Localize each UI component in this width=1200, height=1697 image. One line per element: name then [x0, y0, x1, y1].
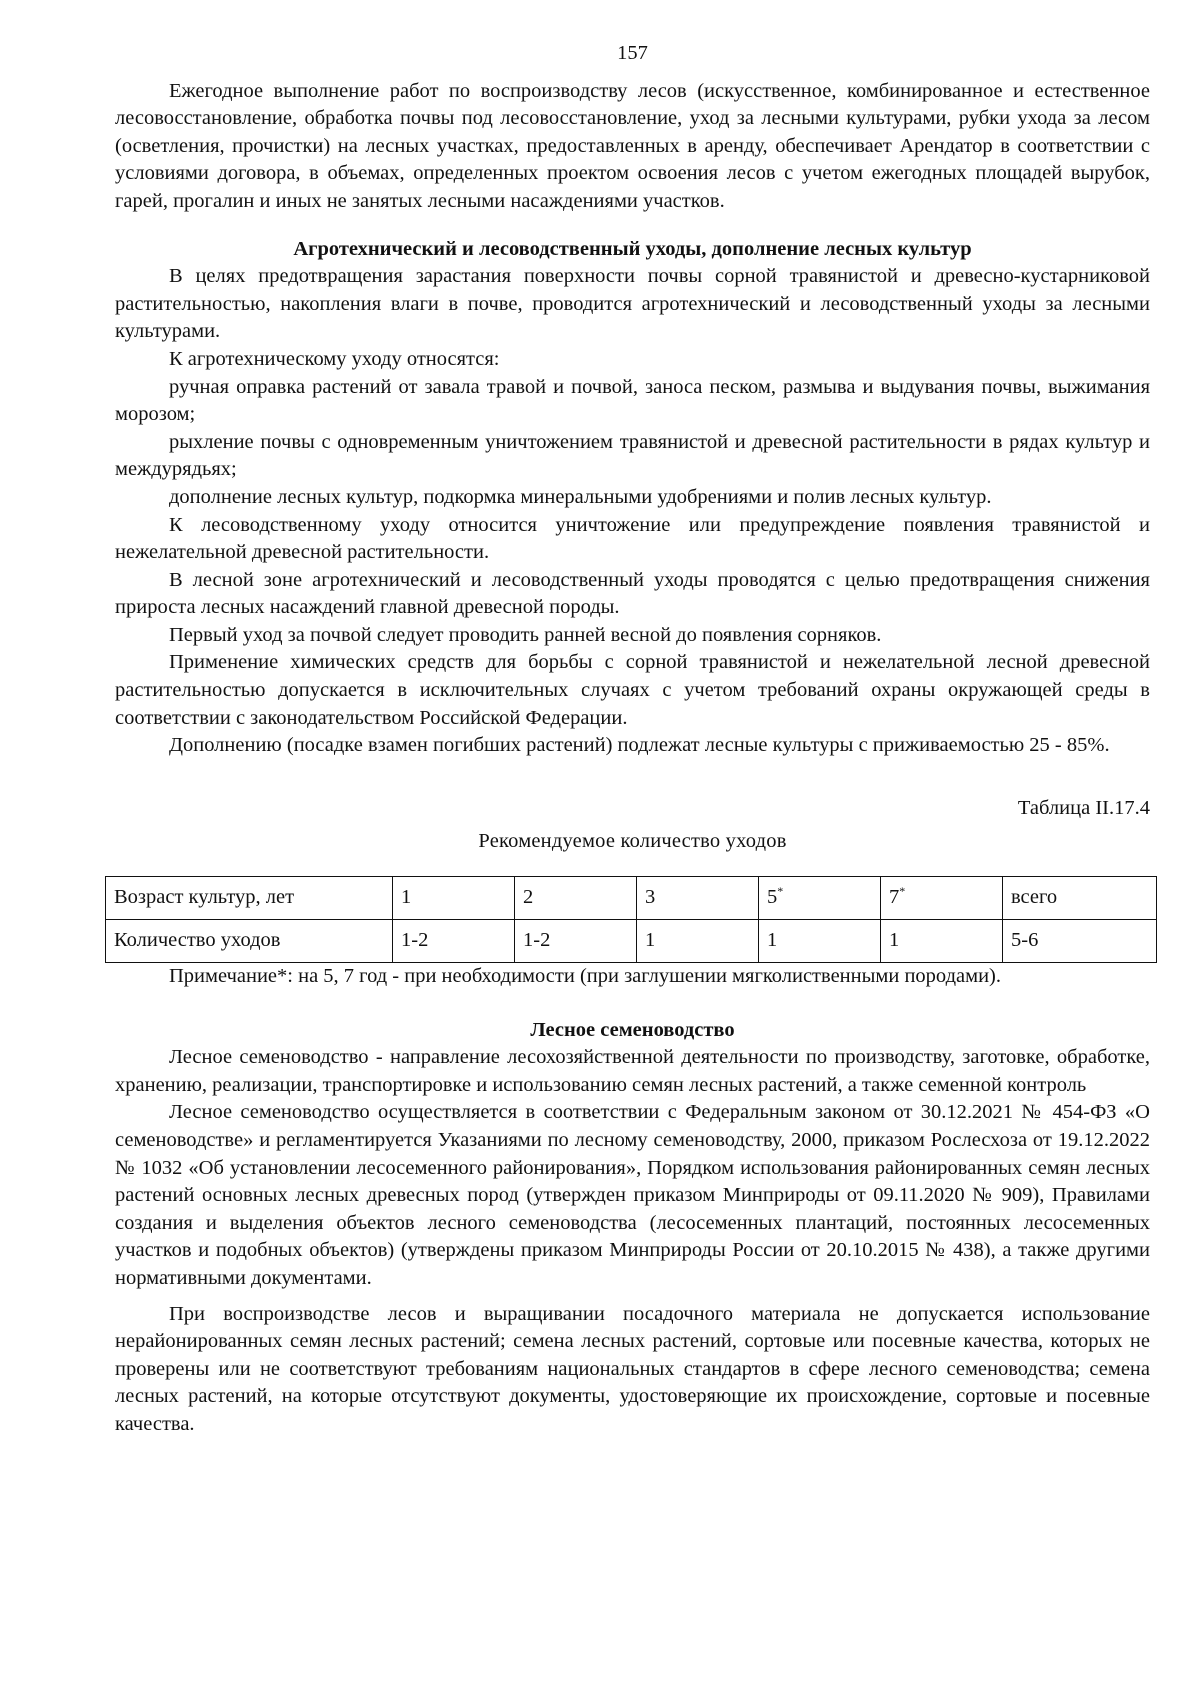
table-title: Рекомендуемое количество уходов	[478, 830, 787, 853]
care-count-table	[105, 876, 1157, 963]
table-cell	[759, 877, 881, 920]
table-row	[106, 877, 1157, 920]
table-row	[106, 920, 1157, 963]
document-page	[115, 40, 1150, 1439]
table-cell: 5-6	[1003, 920, 1157, 963]
table-cell-row-header: Количество уходов	[106, 920, 393, 963]
table-cell-row-header: Возраст культур, лет	[106, 877, 393, 920]
table-cell: 1-2	[515, 920, 637, 963]
table-cell: 2	[515, 877, 637, 920]
section-heading-seeds: Лесное семеноводство	[530, 1018, 735, 1041]
paragraph: Лесное семеноводство осуществляется в соответствии с Федеральным законом от 30.12.2021 № 454-ФЗ «О семеноводстве» и регламентируется Указаниями по лесному семеноводству, 2000, приказом Рослесхоза от 19.12.2022 № 1032 «Об установлении лесосеменного районирования», Порядком использования районированных семян лесных растений основных лесных древесных пород (утвержден приказом Минприроды от 09.11.2020 № 909), Правилами создания и выделения объектов лесного семеноводства (лесосеменных плантаций, постоянных лесосеменных участков и подобных объектов) (утверждены приказом Минприроды России от 20.10.2015 № 438), а также другими нормативными документами.	[115, 1101, 1150, 1289]
table-cell: 1	[759, 920, 881, 963]
list-item: ручная оправка растений от завала травой и почвой, заноса песком, размыва и выдувания почвы, выжимания морозом;	[115, 375, 1150, 426]
paragraph: При воспроизводстве лесов и выращивании посадочного материала не допускается использование нерайонированных семян лесных растений; семена лесных растений, сортовые или посевные качества, которых не проверены или не соответствуют требованиям национальных стандартов в сфере лесного семеноводства; семена лесных растений, на которые отсутствуют документы, удостоверяющие их происхождение, сортовые и посевные качества.	[115, 1302, 1150, 1435]
section-heading-care: Агротехнический и лесоводственный уходы, дополнение лесных культур	[293, 237, 972, 260]
paragraph: К агротехническому уходу относятся:	[169, 347, 500, 370]
paragraph: В лесной зоне агротехнический и лесоводственный уходы проводятся с целью предотвращения снижения прироста лесных насаждений главной древесной породы.	[115, 568, 1150, 619]
page-number: 157	[617, 42, 648, 64]
intro-paragraph: Ежегодное выполнение работ по воспроизводству лесов (искусственное, комбинированное и естественное лесовосстановление, обработка почвы под лесовосстановление, уход за лесными культурами, рубки ухода за лесом (осветления, прочистки) на лесных участках, предоставленных в аренду, обеспечивает Арендатор в соответствии с условиями договора, в объемах, определенных проектом освоения лесов с учетом ежегодных площадей вырубок, гарей, прогалин и иных не занятых лесными насаждениями участков.	[115, 79, 1150, 212]
list-item: рыхление почвы с одновременным уничтожением травянистой и древесной растительности в рядах культур и междурядьях;	[115, 430, 1150, 481]
paragraph: Первый уход за почвой следует проводить ранней весной до появления сорняков.	[169, 623, 882, 646]
cell-value: 5	[767, 886, 778, 909]
footnote-mark: *	[777, 884, 784, 899]
table-cell: 1	[393, 877, 515, 920]
table-cell: 1	[637, 920, 759, 963]
table-cell: 3	[637, 877, 759, 920]
cell-value: 7	[889, 886, 900, 909]
table-note: Примечание*: на 5, 7 год - при необходимости (при заглушении мягколиственными породами).	[169, 965, 1002, 988]
paragraph: К лесоводственному уходу относится уничтожение или предупреждение появления травянистой и нежелательной древесной растительности.	[115, 513, 1150, 564]
paragraph: В целях предотвращения зарастания поверхности почвы сорной травянистой и древесно-кустарниковой растительностью, накопления влаги в почве, проводится агротехнический и лесоводственный уходы за лесными культурами.	[115, 265, 1150, 343]
table-cell: 1-2	[393, 920, 515, 963]
table-cell: 1	[881, 920, 1003, 963]
list-item: дополнение лесных культур, подкормка минеральными удобрениями и полив лесных культур.	[169, 485, 992, 508]
paragraph: Лесное семеноводство - направление лесохозяйственной деятельности по производству, заготовке, обработке, хранению, реализации, транспортировке и использованию семян лесных растений, а также семенной контроль	[115, 1046, 1150, 1096]
paragraph: Дополнению (посадке взамен погибших растений) подлежат лесные культуры с приживаемостью 25 - 85%.	[169, 734, 1110, 757]
table-cell: всего	[1003, 877, 1157, 920]
table-cell	[881, 877, 1003, 920]
footnote-mark: *	[899, 884, 906, 899]
table-label: Таблица II.17.4	[1017, 796, 1150, 819]
paragraph: Применение химических средств для борьбы с сорной травянистой и нежелательной лесной древесной растительностью допускается в исключительных случаях с учетом требований охраны окружающей среды в соответствии с законодательством Российской Федерации.	[115, 651, 1150, 729]
